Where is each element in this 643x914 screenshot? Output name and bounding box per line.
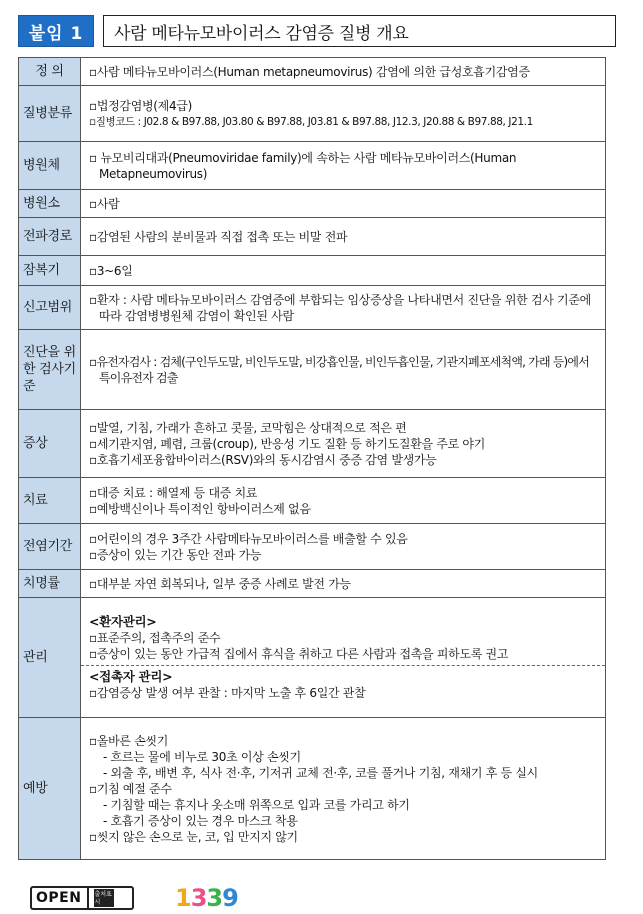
content-reporting [81, 286, 606, 330]
handwash-item: ▫올바른 손씻기 [89, 733, 169, 748]
section-divider [81, 665, 605, 666]
content-fatality [81, 570, 606, 598]
label-prevention: 예방 [19, 718, 81, 860]
content-definition [81, 58, 606, 86]
row-fatality [19, 570, 606, 598]
fatality-line: ▫대부분 자연 회복되나, 일부 중증 사례로 발전 가능 [89, 576, 351, 591]
cough-etiquette-item: ▫기침 예절 준수 [89, 781, 172, 796]
row-classification [19, 86, 606, 142]
attribution-label: 출처표시 [94, 891, 112, 906]
row-diagnosis [19, 330, 606, 410]
no-touch-face-item: ▫씻지 않은 손으로 눈, 코, 입 만지지 않기 [89, 829, 298, 844]
label-pathogen: 병원체 [19, 142, 81, 190]
handwash-sub-item: - 흐르는 물에 비누로 30초 이상 손씻기 [103, 749, 301, 764]
disease-overview-table [18, 57, 606, 860]
symptom-line: ▫발열, 기침, 가래가 흔하고 콧물, 코막힘은 상대적으로 적은 편 [89, 420, 407, 435]
hotline-1339-logo [175, 884, 238, 912]
attachment-badge: 붙임 1 [18, 15, 94, 47]
cough-etiquette-sub-item: - 기침할 때는 휴지나 옷소매 위쪽으로 입과 코를 가리고 하기 [103, 797, 410, 812]
content-prevention [81, 718, 606, 860]
open-logo-divider [87, 888, 89, 908]
row-incubation [19, 256, 606, 286]
content-management [81, 598, 606, 718]
hotline-digit: 1 [175, 884, 191, 912]
patient-management-line: ▫증상이 있는 동안 가급적 집에서 휴식을 취하고 다른 사람과 접촉을 피하도록 권고 [89, 647, 509, 661]
label-management: 관리 [19, 598, 81, 718]
cough-etiquette-sub-item: - 호흡기 증상이 있는 경우 마스크 착용 [103, 813, 298, 828]
row-infectious-period [19, 524, 606, 570]
content-infectious-period [81, 524, 606, 570]
row-symptoms [19, 410, 606, 478]
attribution-icon [94, 889, 114, 907]
label-diagnosis: 진단을 위한 검사기준 [19, 330, 81, 410]
document-title: 사람 메타뉴모바이러스 감염증 질병 개요 [103, 15, 616, 47]
label-definition: 정 의 [19, 58, 81, 86]
content-treatment [81, 478, 606, 524]
row-reservoir [19, 190, 606, 218]
pathogen-line: ▫ 뉴모비리대과(Pneumoviridae family)에 속하는 사람 메타뉴모바이러스(Human Metapneumovirus) [89, 150, 517, 181]
label-treatment: 치료 [19, 478, 81, 524]
row-pathogen [19, 142, 606, 190]
label-classification: 질병분류 [19, 86, 81, 142]
contact-management-line: ▫감염증상 발생 여부 관찰 : 마지막 노출 후 6일간 관찰 [89, 686, 366, 700]
label-transmission: 전파경로 [19, 218, 81, 256]
transmission-line: ▫감염된 사람의 분비물과 직접 접촉 또는 비말 전파 [89, 229, 348, 244]
definition-line: ▫사람 메타뉴모바이러스(Human metapneumovirus) 감염에 의한 급성호흡기감염증 [89, 64, 530, 79]
row-treatment [19, 478, 606, 524]
treatment-line: ▫대증 치료 : 해열제 등 대증 치료 [89, 485, 258, 500]
infectious-period-line: ▫증상이 있는 기간 동안 전파 가능 [89, 547, 262, 562]
label-symptoms: 증상 [19, 410, 81, 478]
row-management [19, 598, 606, 718]
row-reporting [19, 286, 606, 330]
content-classification [81, 86, 606, 142]
content-diagnosis [81, 330, 606, 410]
content-pathogen [81, 142, 606, 190]
label-fatality: 치명률 [19, 570, 81, 598]
row-transmission [19, 218, 606, 256]
infectious-period-line: ▫어린이의 경우 3주간 사람메타뉴모바이러스를 배출할 수 있음 [89, 531, 408, 546]
handwash-sub-item: - 외출 후, 배변 후, 식사 전·후, 기저귀 교체 전·후, 코를 풀거나 기침, 재채기 후 등 실시 [103, 765, 538, 780]
reporting-line: ▫환자 : 사람 메타뉴모바이러스 감염증에 부합되는 임상증상을 나타내면서 진단을 위한 검사 기준에 따라 감염병병원체 감염이 확인된 사람 [89, 292, 591, 323]
contact-management-heading: <접촉자 관리> [89, 669, 173, 684]
diagnosis-line: ▫유전자검사 : 검체(구인두도말, 비인두도말, 비강흡인물, 비인두흡인물, 기관지폐포세척액, 가래 등)에서 특이유전자 검출 [89, 354, 590, 385]
row-prevention [19, 718, 606, 860]
label-reservoir: 병원소 [19, 190, 81, 218]
content-incubation [81, 256, 606, 286]
hotline-digit: 9 [222, 884, 238, 912]
label-infectious-period: 전염기간 [19, 524, 81, 570]
reservoir-line: ▫사람 [89, 196, 120, 211]
hotline-digit: 3 [206, 884, 223, 912]
row-definition [19, 58, 606, 86]
patient-management-line: ▫표준주의, 접촉주의 준수 [89, 631, 221, 645]
patient-management-heading: <환자관리> [89, 614, 157, 629]
disease-code-line: ▫질병코드 : J02.8 & B97.88, J03.80 & B97.88, J03.81 & B97.88, J12.3, J20.88 & B97.88, J21.1 [89, 115, 533, 128]
content-transmission [81, 218, 606, 256]
label-incubation: 잠복기 [19, 256, 81, 286]
treatment-line: ▫예방백신이나 특이적인 항바이러스제 없음 [89, 501, 311, 516]
label-reporting: 신고범위 [19, 286, 81, 330]
hotline-digit: 3 [190, 884, 207, 912]
kogl-open-logo [30, 886, 134, 910]
open-logo-text: OPEN [36, 890, 82, 906]
symptom-line: ▫호흡기세포융합바이러스(RSV)와의 동시감염시 중증 감염 발생가능 [89, 452, 437, 467]
incubation-line: ▫3~6일 [89, 263, 133, 278]
symptom-line: ▫세기관지염, 폐렴, 크룹(croup), 반응성 기도 질환 등 하기도질환을 주로 야기 [89, 436, 485, 451]
classification-line: ▫법정감염병(제4급) [89, 98, 192, 113]
content-reservoir [81, 190, 606, 218]
content-symptoms [81, 410, 606, 478]
